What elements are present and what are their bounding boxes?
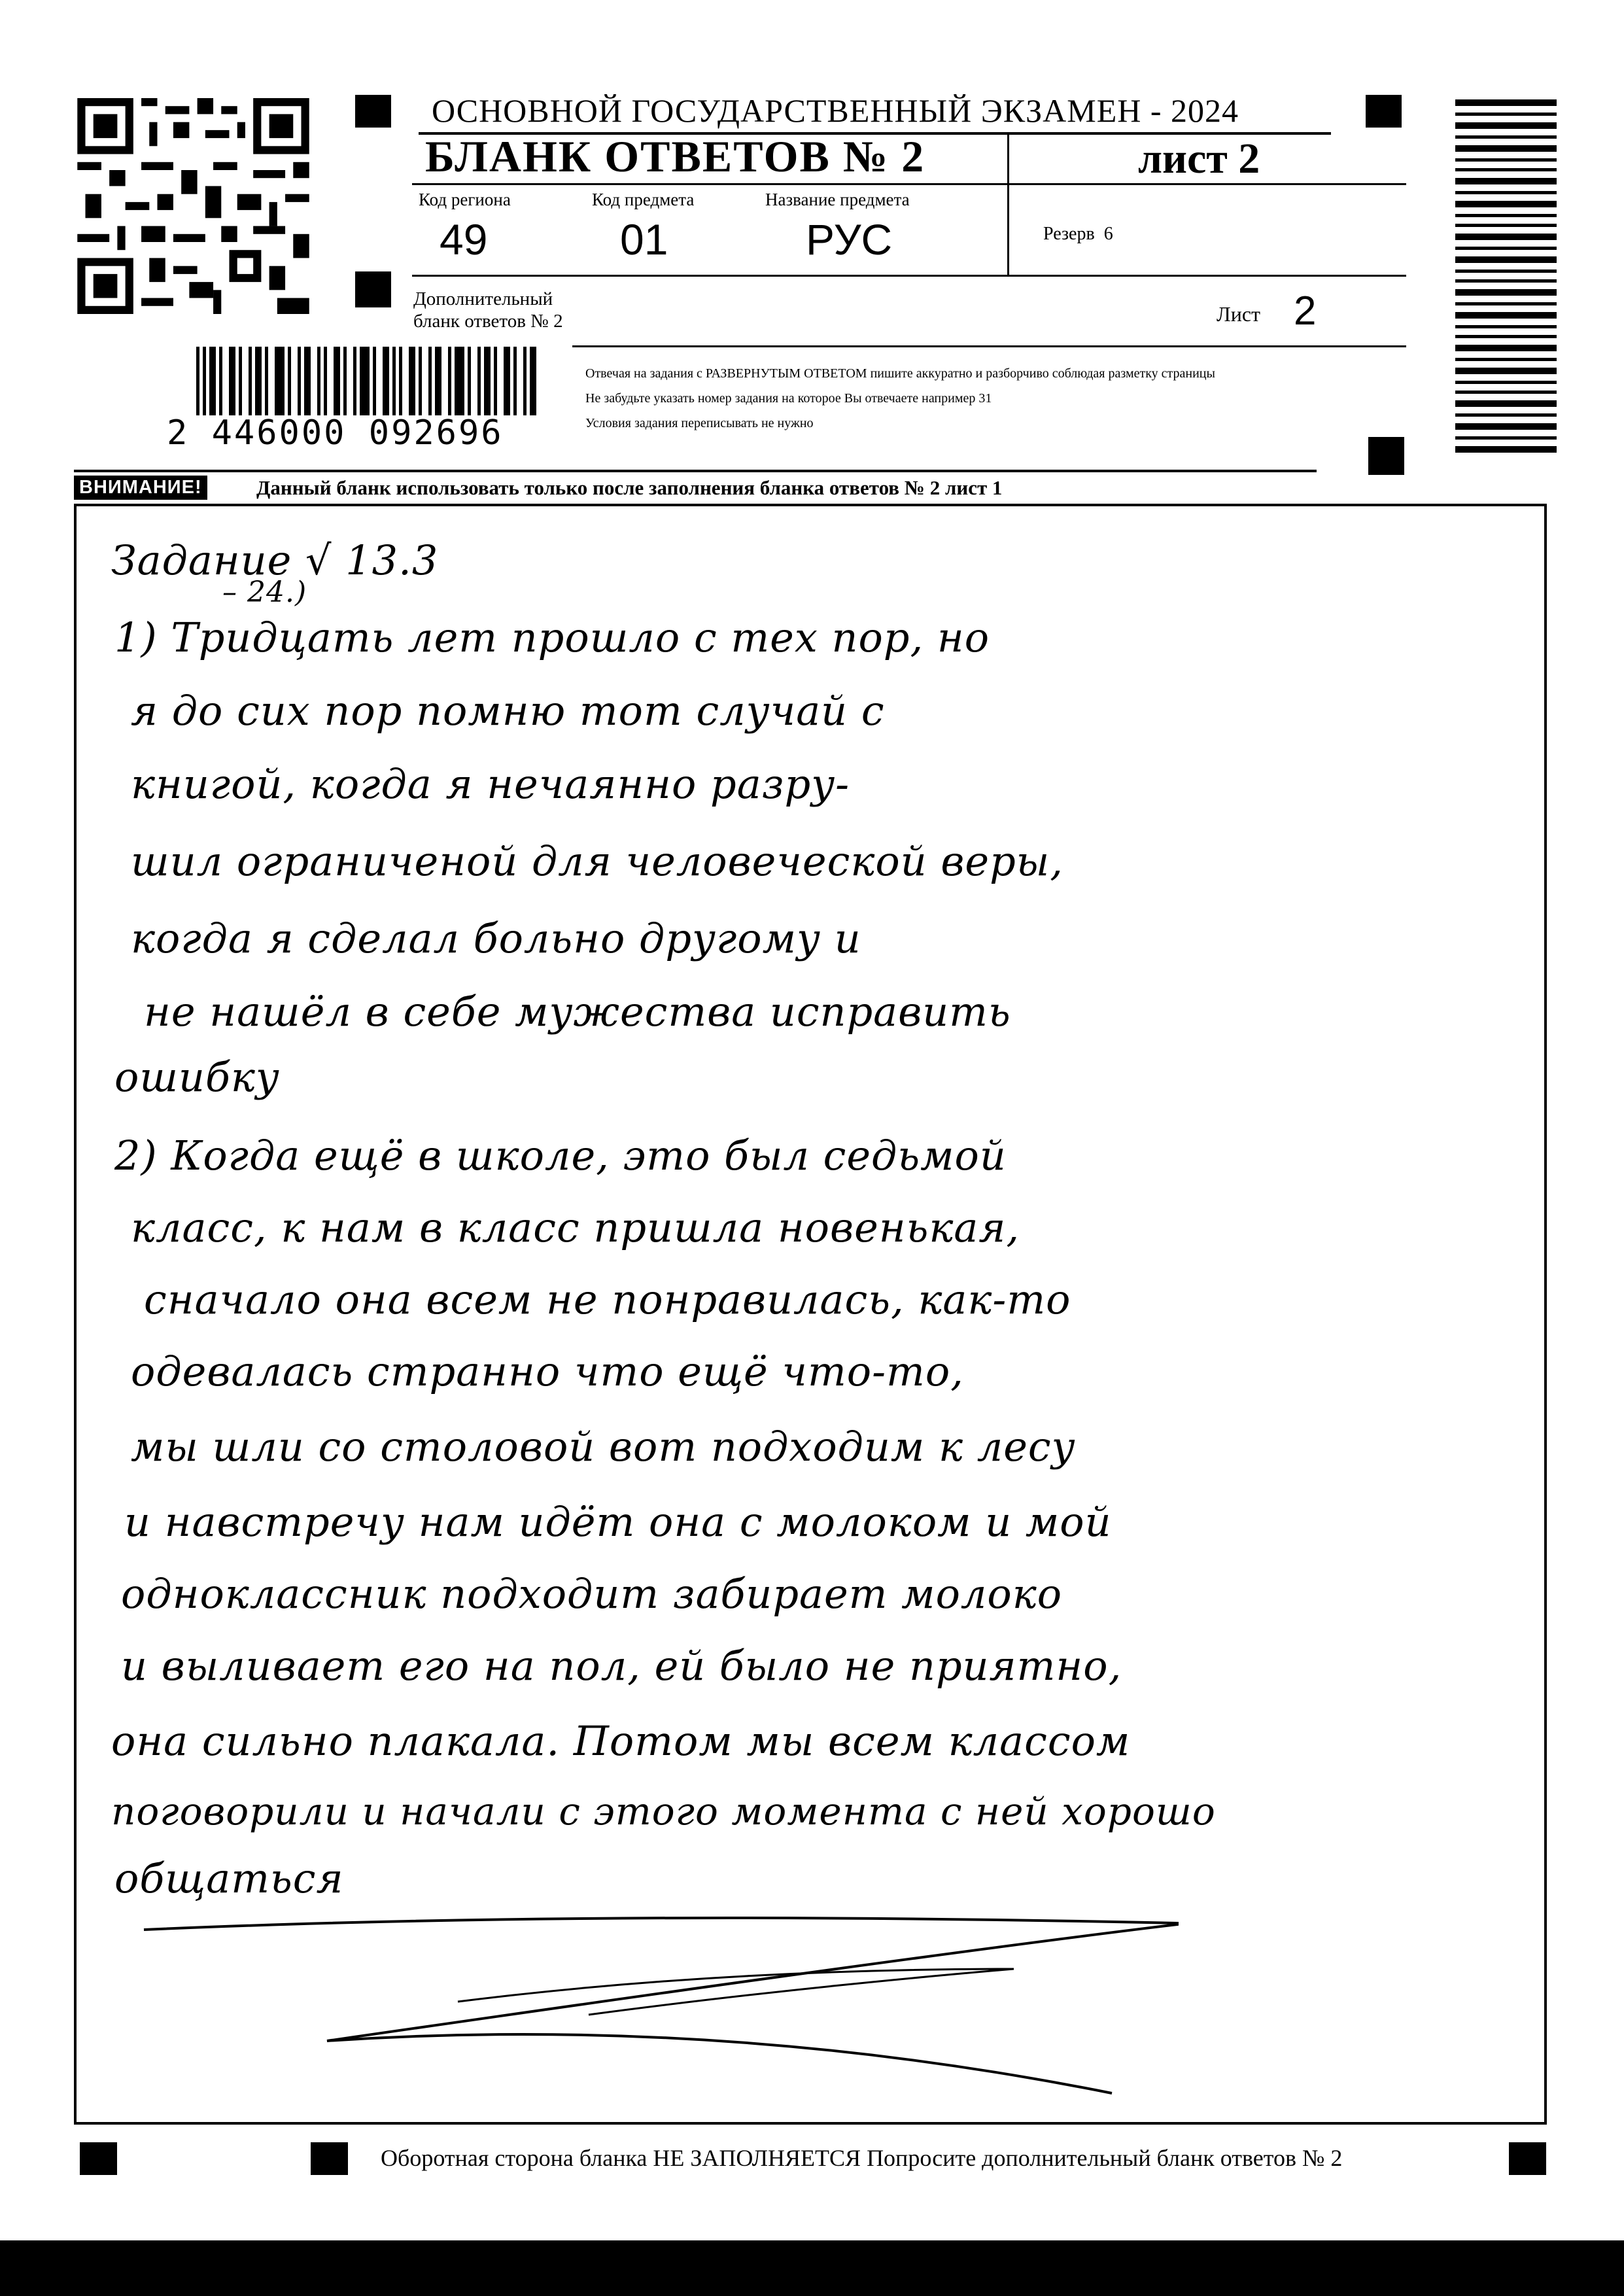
divider [412, 275, 1406, 277]
answer-line: поговорили и начали с этого момента с ней хорошо [111, 1789, 1216, 1834]
registration-mark [1368, 437, 1404, 475]
barcode-number: 2 446000 092696 [167, 413, 504, 453]
registration-mark [80, 2142, 117, 2175]
registration-mark [355, 95, 391, 128]
answer-line: она сильно плакала. Потом мы всем классом [111, 1717, 1131, 1765]
instruction-line: Не забудьте указать номер задания на которое Вы отвечаете например 31 [585, 391, 992, 406]
answer-line: класс, к нам в класс пришла новенькая, [131, 1204, 1020, 1251]
answer-line: ошибку [114, 1053, 280, 1101]
reserve-label: Резерв [1043, 224, 1095, 244]
instruction-line: Отвечая на задания с РАЗВЕРНУТЫМ ОТВЕТОМ пишите аккуратно и разборчиво соблюдая разметку страницы [585, 366, 1215, 381]
registration-mark [1366, 95, 1402, 128]
sheet-title: лист 2 [1138, 135, 1260, 183]
answer-line: 1) Тридцать лет прошло с тех пор, но [114, 614, 990, 661]
subject-name-value: РУС [806, 215, 893, 264]
divider [74, 470, 1317, 472]
reserve-field [1043, 224, 1113, 245]
barcode [196, 347, 536, 415]
divider [412, 183, 1406, 185]
reserve-value: 6 [1103, 224, 1113, 244]
answer-line: я до сих пор помню тот случай с [131, 687, 885, 735]
footer-note: Оборотная сторона бланка НЕ ЗАПОЛНЯЕТСЯ Попросите дополнительный бланк ответов № 2 [381, 2145, 1343, 2171]
region-label: Код региона [419, 190, 511, 209]
warning-badge: ВНИМАНИЕ! [74, 476, 207, 500]
subject-code-label: Код предмета [592, 190, 695, 209]
subject-name-label: Название предмета [765, 190, 910, 209]
qr-code [77, 98, 309, 314]
exam-title: ОСНОВНОЙ ГОСУДАРСТВЕННЫЙ ЭКЗАМЕН - 2024 [432, 92, 1239, 129]
answer-line: шил ограниченой для человеческой веры, [131, 837, 1064, 885]
additional-form-label: Дополнительный бланк ответов № 2 [413, 288, 563, 332]
answer-line: мы шли со столовой вот подходим к лесу [131, 1423, 1076, 1470]
instruction-line: Условия задания переписывать не нужно [585, 416, 814, 430]
answer-line: одевалась странно что ещё что-то, [131, 1348, 964, 1395]
answer-line: и навстречу нам идёт она с молоком и мой [124, 1498, 1112, 1546]
registration-mark [311, 2142, 348, 2175]
sheet-label: Лист [1217, 302, 1261, 326]
registration-mark [355, 271, 391, 307]
task-heading: Задание √ 13.3 [111, 536, 439, 584]
region-value: 49 [440, 215, 488, 264]
answer-line: когда я сделал больно другому и [131, 914, 861, 962]
warning-text: Данный бланк использовать только после заполнения бланка ответов № 2 лист 1 [256, 476, 1003, 499]
answer-line: сначало она всем не понравилась, как-то [144, 1276, 1071, 1323]
subject-code-value: 01 [620, 215, 668, 264]
answer-line: не нашёл в себе мужества исправить [144, 988, 1011, 1035]
answer-line: одноклассник подходит забирает молоко [121, 1570, 1063, 1618]
answer-line: и выливает его на пол, ей было не приятно, [121, 1642, 1122, 1690]
task-annotation: – 24.) [222, 576, 307, 609]
answer-line: книгой, когда я нечаянно разру- [131, 760, 850, 808]
side-barcode [1455, 99, 1557, 456]
divider [1007, 132, 1009, 275]
form-title: БЛАНК ОТВЕТОВ № 2 [425, 131, 925, 181]
z-strike-mark [131, 1884, 1243, 2100]
registration-mark [1509, 2142, 1546, 2175]
answer-line: общаться [114, 1854, 344, 1902]
bottom-black-band [0, 2240, 1624, 2296]
sheet-value: 2 [1294, 288, 1317, 334]
answer-line: 2) Когда ещё в школе, это был седьмой [114, 1132, 1007, 1179]
divider [572, 345, 1406, 347]
